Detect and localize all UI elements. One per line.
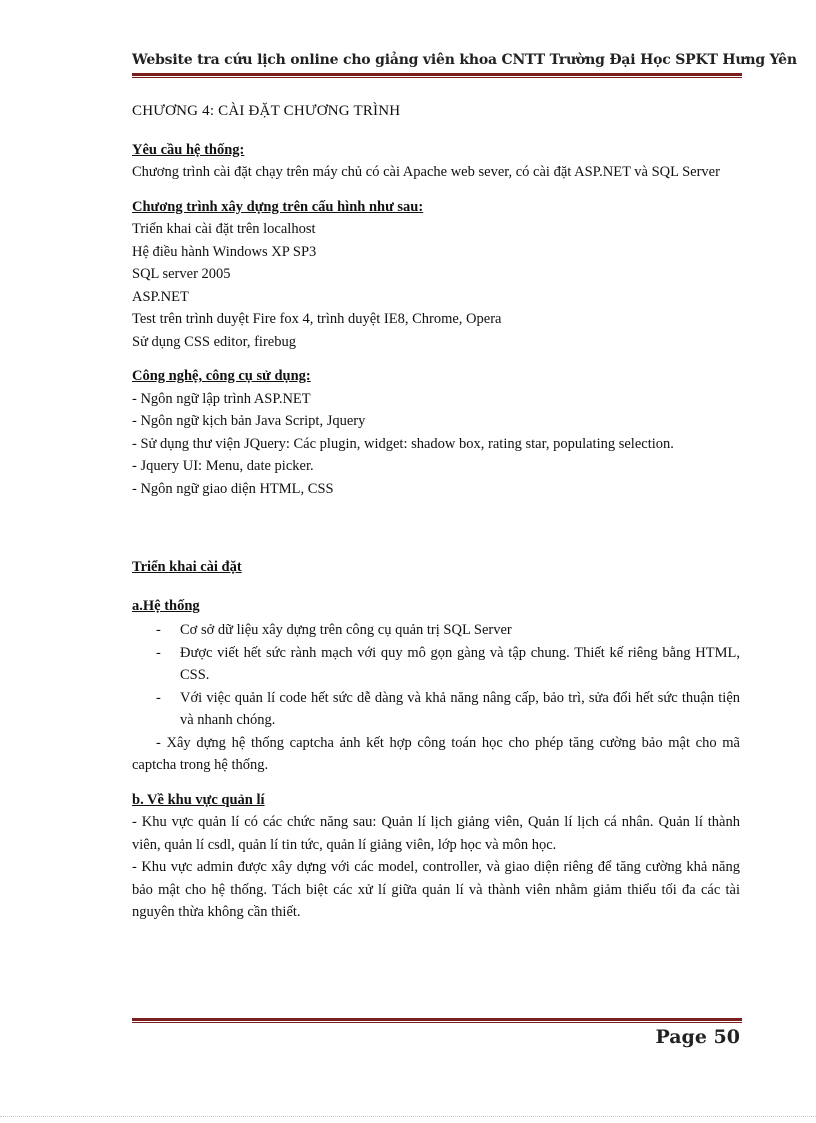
list-item: Sử dụng CSS editor, firebug [132,333,296,350]
list-item: ASP.NET [132,288,189,305]
page-edge-divider [0,1116,816,1117]
system-bullet-list [132,619,740,732]
header-rule [132,73,742,78]
configuration-heading: Chương trình xây dựng trên cấu hình như sau: [132,198,424,215]
admin-section-heading: b. Về khu vực quản lí [132,791,265,808]
list-item: - Sử dụng thư viện JQuery: Các plugin, widget: shadow box, rating star, populating selection. [132,435,674,452]
system-section-heading: a.Hệ thống [132,597,200,614]
list-item: - Ngôn ngữ lập trình ASP.NET [132,390,311,407]
list-item: - Được viết hết sức rành mạch với quy mô gọn gàng và tập chung. Thiết kế riêng bằng HTML, CSS. [132,642,740,687]
list-item: - Với việc quản lí code hết sức dễ dàng và khả năng nâng cấp, bảo trì, sửa đổi hết sức thuận tiện và nhanh chóng. [132,687,740,732]
technology-heading: Công nghệ, công cụ sử dụng: [132,368,311,384]
chapter-title: CHƯƠNG 4: CÀI ĐẶT CHƯƠNG TRÌNH [132,103,401,119]
system-requirements-text: Chương trình cài đặt chạy trên máy chủ có cài Apache web sever, có cài đặt ASP.NET và SQL Server [132,164,720,180]
list-item: Test trên trình duyệt Fire fox 4, trình duyệt IE8, Chrome, Opera [132,311,502,327]
page-number: Page 50 [655,1026,740,1048]
admin-paragraph: - Khu vực admin được xây dựng với các model, controller, và giao diện riêng để tăng cường khả năng bảo mật cho hệ thống. Tách biệt các xử lí giữa quản lí và thành viên nhằm giảm thiểu tối đa các tài nguyên thừa không cần thiết. [132,859,740,920]
list-item: Triển khai cài đặt trên localhost [132,221,316,237]
configuration-list [132,218,740,353]
system-requirements-heading: Yêu cầu hệ thống: [132,141,245,158]
deployment-heading: Triển khai cài đặt [132,559,242,575]
admin-paragraph: - Khu vực quản lí có các chức năng sau: Quản lí lịch giảng viên, Quản lí lịch cá nhân. Quản lí thành viên, quản lí csdl, quản lí tin tức, quản lí giảng viên, lớp học và môn học. [132,814,740,853]
list-item: - Jquery UI: Menu, date picker. [132,458,314,474]
captcha-paragraph: - Xây dựng hệ thống captcha ảnh kết hợp công toán học cho phép tăng cường bảo mật cho mã captcha trong hệ thống. [132,734,740,773]
technology-list [132,388,740,501]
list-item: Hệ điều hành Windows XP SP3 [132,243,317,260]
list-item: - Ngôn ngữ giao diện HTML, CSS [132,480,334,497]
list-item: - Cơ sở dữ liệu xây dựng trên công cụ quản trị SQL Server [132,619,740,642]
footer-rule [132,1018,742,1023]
list-item: SQL server 2005 [132,266,231,282]
header-title: Website tra cứu lịch online cho giảng viên khoa CNTT Trường Đại Học SPKT Hưng Yên [132,52,797,68]
list-item: - Ngôn ngữ kịch bản Java Script, Jquery [132,413,366,429]
page-content [132,100,740,924]
